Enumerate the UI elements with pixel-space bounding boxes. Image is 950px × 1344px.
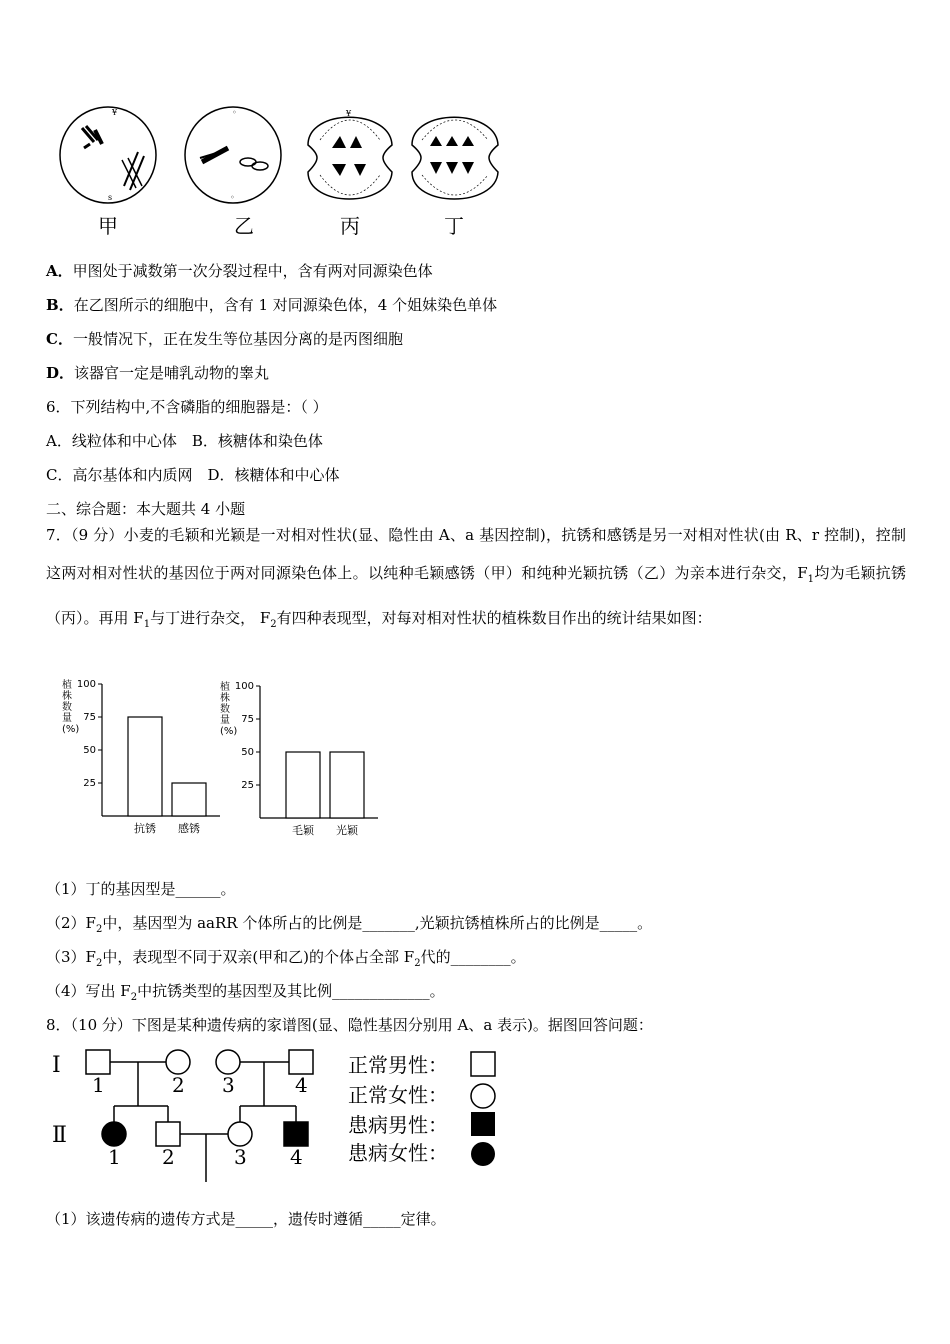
svg-text:¥: ¥ — [112, 108, 118, 117]
gen2-number-2: 2 — [162, 1145, 175, 1169]
cell-label-bing: 丙 — [340, 214, 360, 238]
q7-sub4: （4）写出 $F_2$中抗锈类型的基因型及其比例_____________。 — [46, 982, 445, 1003]
chart2-ylabel-part: 株 — [220, 693, 230, 704]
cell-bing — [308, 109, 392, 199]
gen2-number-3: 3 — [234, 1145, 247, 1169]
gen2-female-3 — [228, 1122, 252, 1146]
cell-division-figure — [50, 100, 510, 240]
legend-affected-female: 患病女性： — [348, 1141, 448, 1165]
gen1-number-3: 3 — [222, 1073, 235, 1097]
chart2-category-label: 毛颖 — [292, 824, 314, 837]
cell-jia — [60, 107, 156, 203]
legend-normal-female-symbol — [471, 1084, 495, 1108]
legend-affected-male-symbol — [471, 1112, 495, 1136]
cell-ding — [412, 117, 498, 199]
chart1-ylabel-part: 株 — [62, 691, 72, 702]
gen1-male-4 — [289, 1050, 313, 1074]
gen2-number-4: 4 — [290, 1145, 303, 1169]
chart2-ylabel-part: 数 — [220, 704, 230, 715]
chart1-bar-1 — [172, 783, 206, 816]
cell-yi — [185, 107, 281, 203]
gen1-male-1 — [86, 1050, 110, 1074]
svg-text:◦: ◦ — [230, 193, 235, 202]
q7-sub1: （1）丁的基因型是______。 — [46, 880, 236, 898]
pedigree-chart — [46, 1046, 516, 1186]
chart1-ylabel-part: 量 — [62, 713, 72, 724]
legend-normal-female: 正常女性： — [348, 1083, 448, 1107]
chart1-ytick-label: 25 — [83, 778, 96, 789]
q5-option-c: C．一般情况下，正在发生等位基因分离的是丙图细胞 — [46, 330, 403, 348]
chart1-ytick-label: 50 — [83, 745, 96, 756]
chart2-ytick-label: 100 — [234, 681, 254, 692]
q6-options-1: A．线粒体和中心体 B．核糖体和染色体 — [46, 432, 323, 450]
gen2-number-1: 1 — [108, 1145, 121, 1169]
q8-sub1: （1）该遗传病的遗传方式是_____，遗传时遵循_____定律。 — [46, 1210, 446, 1228]
legend-normal-male-symbol — [471, 1052, 495, 1076]
cell-label-yi: 乙 — [234, 214, 254, 238]
legend-normal-male: 正常男性： — [348, 1053, 448, 1077]
chart2-ylabel-part: (%) — [220, 726, 238, 737]
chart1-ytick-label: 100 — [76, 679, 96, 690]
chart2-bar-1 — [330, 752, 364, 818]
chart-glume-type — [218, 678, 378, 843]
section-heading: 二、综合题：本大题共 4 小题 — [46, 500, 246, 518]
q7-sub3: $(3)F_2$中，表现型不同于双亲(甲和乙)的个体占全部 $F_2$代的________。 — [46, 948, 526, 969]
gen1-number-4: 4 — [295, 1073, 308, 1097]
legend-affected-female-symbol — [471, 1142, 495, 1166]
gen2-male-2 — [156, 1122, 180, 1146]
chart1-ylabel-part: (%) — [62, 724, 80, 735]
gen2-affected-female-1 — [102, 1122, 126, 1146]
generation-2-label: Ⅱ — [52, 1123, 67, 1148]
chart1-category-label: 感锈 — [178, 822, 200, 835]
gen1-number-2: 2 — [172, 1073, 185, 1097]
chart1-ylabel-part: 数 — [62, 702, 72, 713]
q7-stem: 7．（9 分）小麦的毛颖和光颖是一对相对性状(显、隐性由 A、a 基因控制)，抗锈和感锈是另一对相对性状(由 R、r 控制)，控制这两对相对性状的基因位于两对同源染色体上。以纯种毛颖感锈（甲）和纯种光颖抗锈（乙）为亲本进行杂交，$F_1$均为毛颖抗锈（丙）。再用 $F_1$与丁进行杂交， $F_2$有四种表现型，对每对相对性状的植株数目作出的统计结果如图： — [46, 526, 906, 630]
q6-options-2: C．高尔基体和内质网 D．核糖体和中心体 — [46, 466, 340, 484]
gen1-female-2 — [166, 1050, 190, 1074]
q5-option-b: B．在乙图所示的细胞中，含有 1 对同源染色体，4 个姐妹染色单体 — [46, 296, 498, 314]
svg-text:¥: ¥ — [346, 109, 352, 118]
chart2-category-label: 光颖 — [336, 824, 358, 837]
chart2-ylabel-part: 量 — [220, 715, 230, 726]
chart2-ytick-label: 25 — [241, 780, 254, 791]
cell-label-jia: 甲 — [98, 214, 118, 238]
q8-stem: 8．（10 分）下图是某种遗传病的家谱图(显、隐性基因分别用 A、a 表示)。据图回答问题： — [46, 1016, 653, 1034]
chart1-bar-0 — [128, 717, 162, 816]
chart2-ytick-label: 50 — [241, 747, 254, 758]
q5-option-d: D．该器官一定是哺乳动物的睾丸 — [46, 364, 270, 382]
gen1-number-1: 1 — [92, 1073, 105, 1097]
svg-text:◦: ◦ — [232, 108, 237, 117]
chart-rust-resistance — [60, 676, 230, 841]
svg-text:s: s — [108, 193, 113, 202]
gen1-female-3 — [216, 1050, 240, 1074]
q5-option-a: A．甲图处于减数第一次分裂过程中，含有两对同源染色体 — [46, 262, 433, 280]
gen2-affected-male-4 — [284, 1122, 308, 1146]
chart2-bar-0 — [286, 752, 320, 818]
legend-affected-male: 患病男性： — [348, 1113, 448, 1137]
chart2-ytick-label: 75 — [241, 714, 254, 725]
cell-label-ding: 丁 — [444, 214, 464, 238]
chart1-category-label: 抗锈 — [134, 822, 156, 835]
q7-sub2: $(2)F_2$中，基因型为 aaRR 个体所占的比例是_______,光颖抗锈植株所占的比例是_____。 — [46, 914, 653, 935]
generation-1-label: Ⅰ — [52, 1053, 61, 1078]
chart1-ylabel-part: 植 — [62, 680, 72, 691]
chart2-ylabel-part: 植 — [220, 682, 230, 693]
chart1-ytick-label: 75 — [83, 712, 96, 723]
q6-stem: 6．下列结构中,不含磷脂的细胞器是：（ ） — [46, 398, 328, 416]
